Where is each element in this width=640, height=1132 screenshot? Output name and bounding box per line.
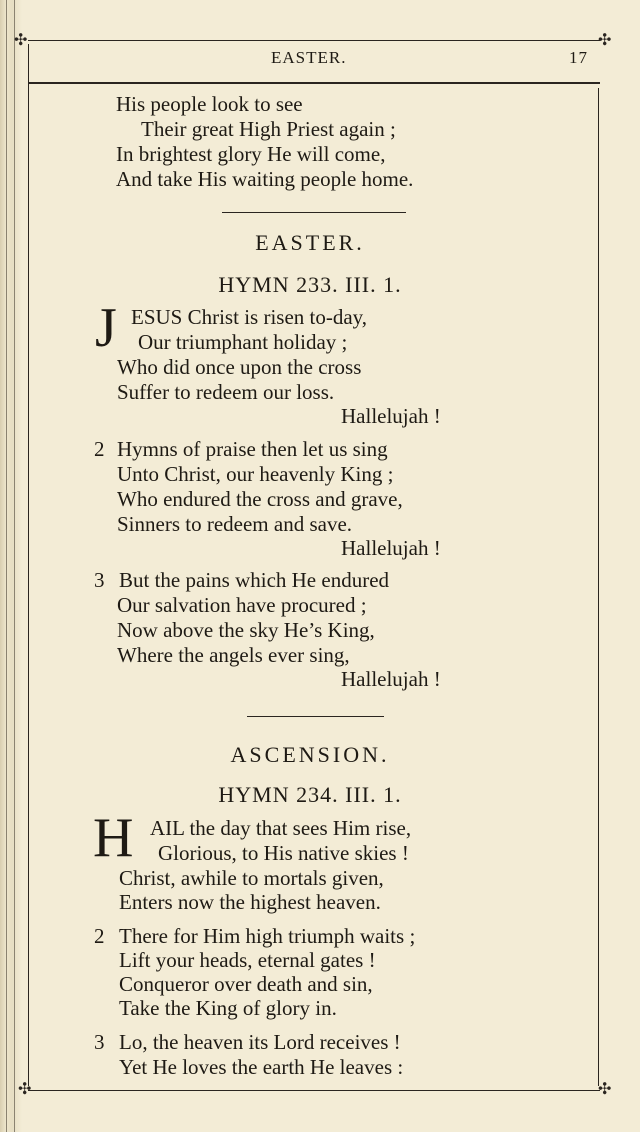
corner-ornament-icon: ✣ — [14, 32, 28, 49]
verse-line: Christ, awhile to mortals given, — [119, 866, 384, 890]
page-number: 17 — [569, 48, 588, 67]
corner-ornament-icon: ✣ — [18, 1081, 32, 1098]
verse-line: Enters now the highest heaven. — [119, 890, 381, 914]
book-spine-edge — [0, 0, 22, 1132]
verse-line: ESUS Christ is risen to-day, — [131, 305, 368, 329]
verse-line: Hymns of praise then let us sing — [117, 437, 388, 461]
hymn-number-233: HYMN 233. III. 1. — [218, 272, 402, 297]
refrain-hallelujah: Hallelujah ! — [341, 404, 441, 428]
verse-line: Our triumphant holiday ; — [138, 330, 348, 354]
verse-line: Suffer to redeem our loss. — [117, 380, 335, 404]
stanza-number: 2 — [94, 437, 105, 461]
verse-line: Take the King of glory in. — [119, 996, 337, 1020]
verse-line: Lo, the heaven its Lord receives ! — [119, 1030, 401, 1054]
spine-line — [14, 0, 15, 1132]
left-border-rule — [28, 44, 29, 1086]
section-separator — [247, 716, 384, 717]
verse-line: Yet He loves the earth He leaves : — [119, 1055, 404, 1079]
section-title-ascension: ASCENSION. — [230, 742, 390, 767]
refrain-hallelujah: Hallelujah ! — [341, 536, 441, 560]
verse-line: Sinners to redeem and save. — [117, 512, 353, 536]
verse-line: Now above the sky He’s King, — [117, 618, 375, 642]
corner-ornament-icon: ✣ — [598, 1081, 612, 1098]
stanza-number: 3 — [94, 568, 105, 592]
refrain-hallelujah: Hallelujah ! — [341, 667, 441, 691]
verse-line: And take His waiting people home. — [116, 167, 414, 191]
verse-line: But the pains which He endured — [119, 568, 390, 592]
verse-line: Unto Christ, our heavenly King ; — [117, 462, 394, 486]
section-title-easter: EASTER. — [255, 230, 365, 255]
drop-cap-j: J — [95, 297, 117, 359]
verse-line: His people look to see — [116, 92, 303, 116]
section-separator — [222, 212, 406, 213]
header-rule — [28, 82, 600, 84]
verse-line: There for Him high triumph waits ; — [119, 924, 416, 948]
verse-line: In brightest glory He will come, — [116, 142, 386, 166]
hymn-number-234: HYMN 234. III. 1. — [218, 782, 402, 807]
drop-cap-h: H — [93, 807, 134, 869]
bottom-border-rule — [28, 1090, 600, 1091]
top-border-rule — [28, 40, 600, 41]
verse-line: Their great High Priest again ; — [141, 117, 396, 141]
verse-line: Our salvation have procured ; — [117, 593, 367, 617]
verse-line: Lift your heads, eternal gates ! — [119, 948, 376, 972]
verse-line: Where the angels ever sing, — [117, 643, 350, 667]
stanza-number: 2 — [94, 924, 105, 948]
corner-ornament-icon: ✣ — [598, 32, 612, 49]
stanza-number: 3 — [94, 1030, 105, 1054]
verse-line: Who endured the cross and grave, — [117, 487, 403, 511]
verse-line: AIL the day that sees Him rise, — [150, 816, 412, 840]
verse-line: Glorious, to His native skies ! — [158, 841, 409, 865]
spine-line — [6, 0, 7, 1132]
verse-line: Who did once upon the cross — [117, 355, 362, 379]
verse-line: Conqueror over death and sin, — [119, 972, 373, 996]
running-header-title: EASTER. — [271, 48, 347, 67]
